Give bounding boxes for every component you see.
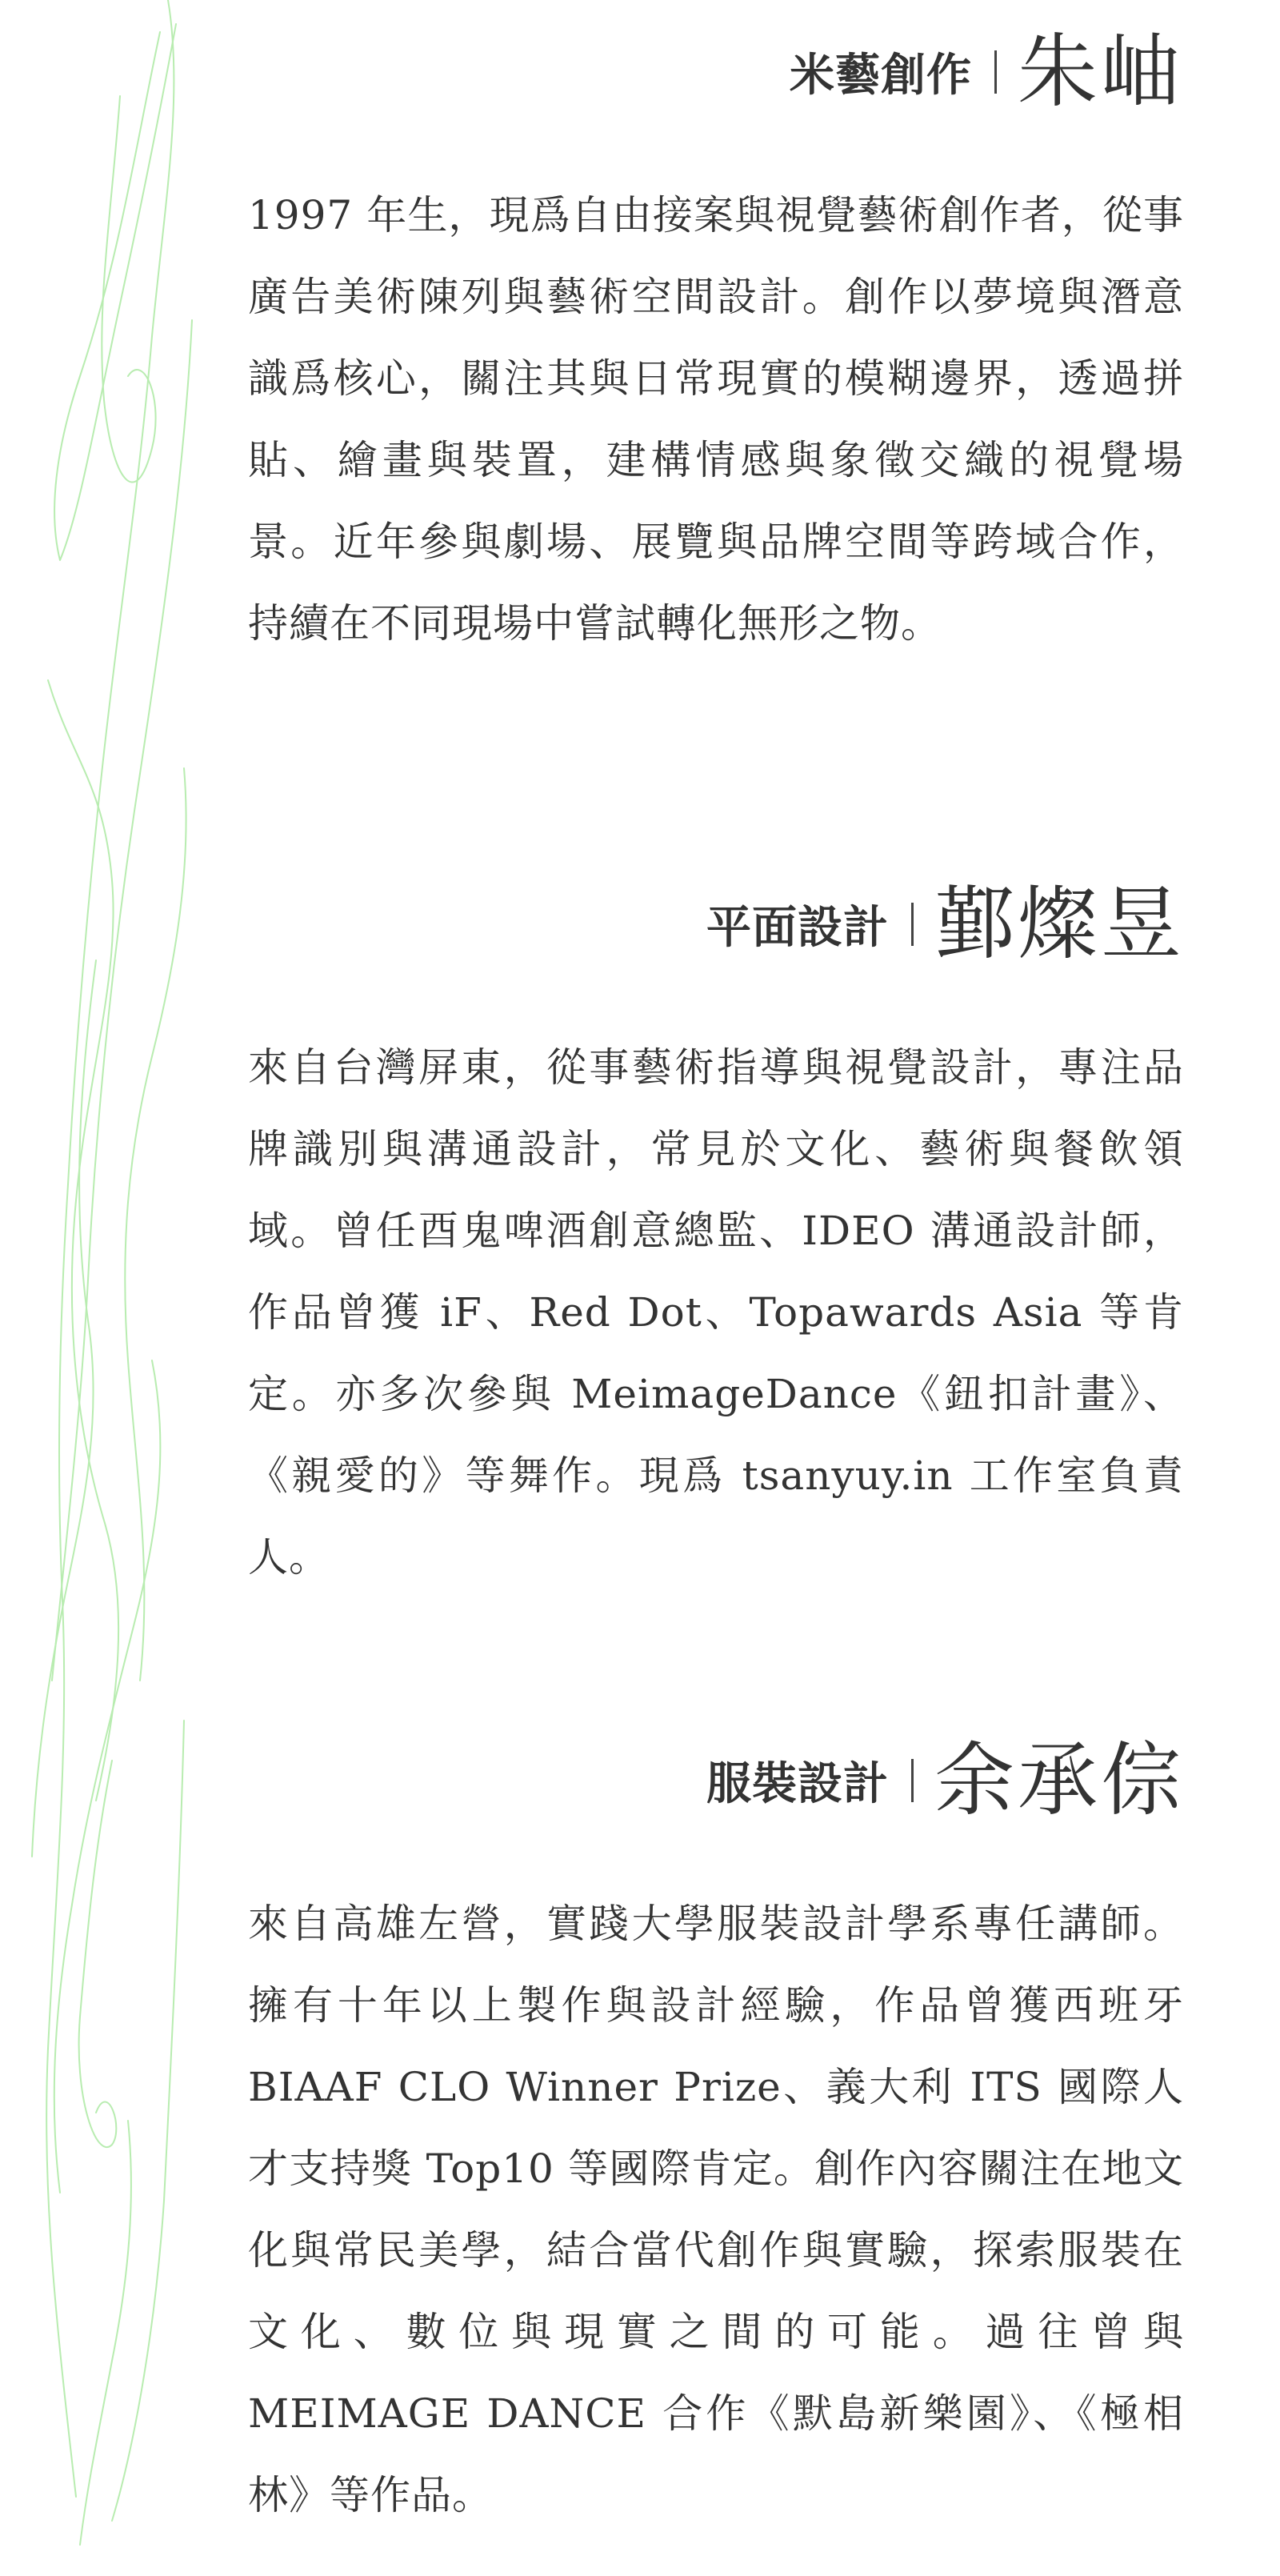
artist-section-3 xyxy=(248,1733,1184,2576)
artist-bio: 來自台灣屏東，從事藝術指導與視覺設計，專注品牌識別與溝通設計，常見於文化、藝術與餐飲領域。曾任酉鬼啤酒創意總監、IDEO 溝通設計師，作品曾獲 iF、Red Dot、Topawards Asia 等肯定。亦多次參與 MeimageDance《鈕扣計畫》、《親愛的》等舞作。現爲 tsanyuy.in 工作室負責人。 xyxy=(248,1044,1184,1580)
decorative-scribble xyxy=(0,0,240,2561)
title-divider xyxy=(911,903,914,946)
artist-name: 余承倧 xyxy=(934,1733,1184,1827)
title-divider xyxy=(911,1759,914,1802)
artist-bio: 來自高雄左營，實踐大學服裝設計學系專任講師。擁有十年以上製作與設計經驗，作品曾獲西班牙 BIAAF CLO Winner Prize、義大利 ITS 國際人才支持獎 Top10 等國際肯定。創作內容關注在地文化與常民美學，結合當代創作與實驗，探索服裝在文化、數位與現實之間的可能。過往曾與 MEIMAGE DANCE 合作《默島新樂園》、《極相林》等作品。 xyxy=(248,1901,1184,2518)
artist-name: 朱岫 xyxy=(1018,25,1184,118)
artist-section-2 xyxy=(248,877,1184,1638)
artist-role: 米藝創作 xyxy=(790,49,972,102)
artist-role: 服裝設計 xyxy=(706,1757,889,1810)
artist-role: 平面設計 xyxy=(706,901,889,954)
artist-header xyxy=(248,25,1184,118)
title-divider xyxy=(994,50,997,94)
artist-header xyxy=(248,877,1184,971)
artist-bio: 1997 年生，現爲自由接案與視覺藝術創作者，從事廣告美術陳列與藝術空間設計。創作以夢境與潛意識爲核心，關注其與日常現實的模糊邊界，透過拼貼、繪畫與裝置，建構情感與象徵交織的視覺場景。近年參與劇場、展覽與品牌空間等跨域合作，持續在不同現場中嘗試轉化無形之物。 xyxy=(248,192,1184,647)
artist-section-1 xyxy=(248,25,1184,704)
artist-header xyxy=(248,1733,1184,1827)
artist-name: 鄞燦昱 xyxy=(934,877,1184,971)
